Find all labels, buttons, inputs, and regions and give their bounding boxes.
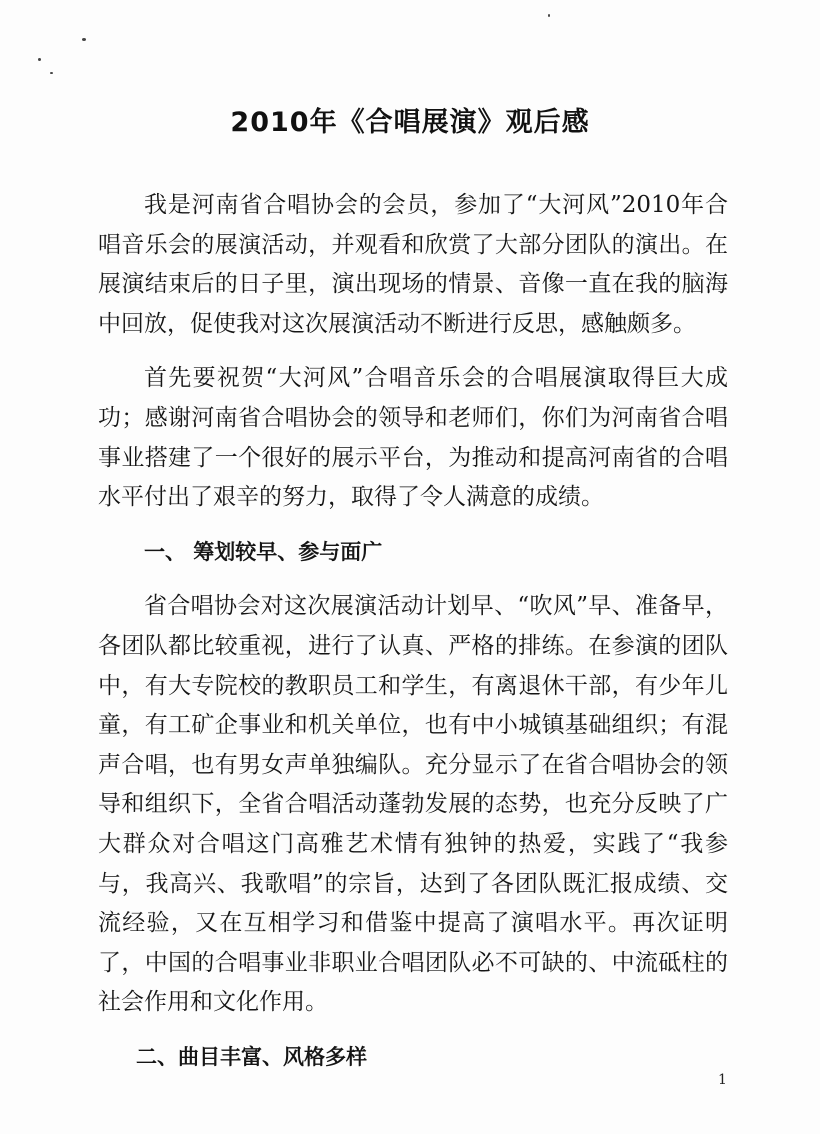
section-paragraph-1: 省合唱协会对这次展演活动计划早、“吹风”早、准备早，各团队都比较重视，进行了认真、严格的排练。在参演的团队中，有大专院校的教职员工和学生，有离退休干部，有少年儿童，有工矿企事业和机关单位，也有中小城镇基础组织；有混声合唱，也有男女声单独编队。充分显示了在省合唱协会的领导和组织下，全省合唱活动蓬勃发展的态势，也充分反映了广大群众对合唱这门高雅艺术情有独钟的热爱，实践了“我参与，我高兴、我歌唱”的宗旨，达到了各团队既汇报成绩、交流经验，又在互相学习和借鉴中提高了演唱水平。再次证明了，中国的合唱事业非职业合唱团队必不可缺的、中流砥柱的社会作用和文化作用。 — [98, 593, 728, 1016]
page-title: 2010年《合唱展演》观后感 — [230, 107, 590, 138]
page-number: 1 — [718, 1072, 727, 1088]
scan-speck — [82, 38, 86, 41]
paragraph-intro: 我是河南省合唱协会的会员，参加了“大河风”2010年合唱音乐会的展演活动，并观看和欣赏了大部分团队的演出。在展演结束后的日子里，演出现场的情景、音像一直在我的脑海中回放，促使我对这次展演活动不断进行反思，感触颇多。 — [98, 192, 728, 337]
scan-speck — [50, 72, 53, 74]
section-heading-2: 二、曲目丰富、风格多样 — [136, 1044, 367, 1069]
paragraph-thanks: 首先要祝贺“大河风”合唱音乐会的合唱展演取得巨大成功；感谢河南省合唱协会的领导和老师们，你们为河南省合唱事业搭建了一个很好的展示平台，为推动和提高河南省的合唱水平付出了艰辛的努力，取得了令人满意的成绩。 — [98, 365, 728, 511]
scan-speck — [38, 58, 41, 61]
document-body — [98, 186, 728, 1077]
section-heading-1: 一、 筹划较早、参与面广 — [144, 539, 383, 564]
scan-speck — [548, 14, 550, 17]
